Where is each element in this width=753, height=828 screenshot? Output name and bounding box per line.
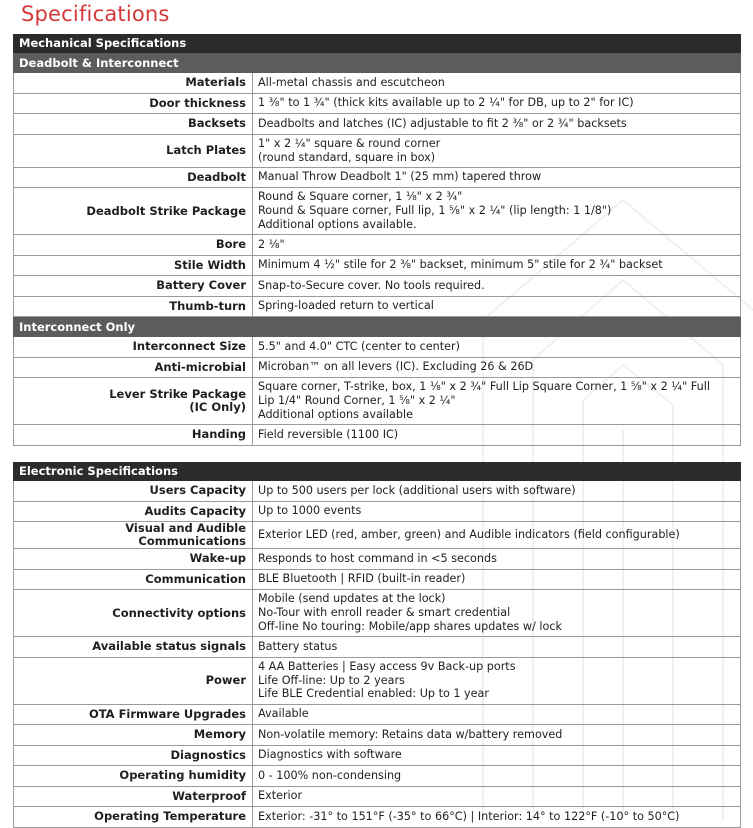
spec-value (253, 73, 740, 93)
spec-label (14, 168, 253, 188)
spec-value-line: Deadbolts and latches (IC) adjustable to fit 2 ⅜" or 2 ¾" backsets (258, 116, 627, 130)
spec-row (13, 502, 741, 523)
spec-value-line: Off-line No touring: Mobile/app shares updates w/ lock (258, 619, 562, 633)
spec-value-line: Round & Square corner, Full lip, 1 ⅝" x 2 ¼" (lip length: 1 1/8") (258, 204, 612, 218)
spec-label (14, 658, 253, 704)
spec-row (13, 725, 741, 746)
spec-row (13, 135, 741, 168)
spec-value-line: (round standard, square in box) (258, 150, 436, 164)
spec-label (14, 481, 253, 501)
spec-label-line: Diagnostics (170, 747, 246, 762)
spec-value (253, 637, 740, 657)
spec-row (13, 235, 741, 256)
spec-value (253, 378, 740, 424)
spec-value-line: Microban™ on all levers (IC). Excluding 26 & 26D (258, 360, 534, 374)
spec-label (14, 425, 253, 445)
spec-value-line: Square corner, T-strike, box, 1 ⅛" x 2 ¾" Full Lip Square Corner, 1 ⅝" x 2 ¼" Full (258, 380, 710, 394)
spec-label-line: Audits Capacity (144, 503, 246, 518)
spec-label-line: Deadbolt Strike Package (86, 203, 246, 218)
spec-label (14, 549, 253, 569)
spec-label (14, 135, 253, 167)
spec-label-line: Visual and Audible Communications (125, 521, 246, 548)
spec-value (253, 549, 740, 569)
spec-label-line: Wake-up (189, 551, 246, 566)
spec-row (13, 114, 741, 135)
spec-value (253, 425, 740, 445)
spec-value (253, 746, 740, 766)
spec-value-line: Exterior LED (red, amber, green) and Audible indicators (field configurable) (258, 528, 680, 542)
spec-value-line: Life Off-line: Up to 2 years (258, 673, 405, 687)
spec-row (13, 425, 741, 446)
spec-label (14, 746, 253, 766)
spec-row (13, 590, 741, 637)
spec-label-line: Anti-microbial (154, 359, 246, 374)
spec-label (14, 256, 253, 276)
spec-value (253, 276, 740, 296)
spec-label-line: Operating Temperature (94, 809, 246, 824)
spec-value (253, 114, 740, 134)
spec-value-line: Exterior (258, 789, 303, 803)
spec-row (13, 358, 741, 379)
spec-value-line: Manual Throw Deadbolt 1" (25 mm) tapered throw (258, 170, 542, 184)
spec-label-line: Battery Cover (156, 278, 246, 293)
spec-label-line: Stile Width (173, 257, 246, 272)
spec-value (253, 590, 740, 636)
spec-label (14, 188, 253, 234)
spec-value (253, 94, 740, 114)
spec-value-line: Diagnostics with software (258, 748, 402, 762)
spec-label-line: Door thickness (149, 95, 246, 110)
spec-value-line: Up to 500 users per lock (additional users with software) (258, 483, 576, 497)
spec-value-line: All-metal chassis and escutcheon (258, 75, 445, 89)
spec-label-line: Memory (193, 727, 246, 742)
spec-label-line: Available status signals (92, 639, 246, 654)
spec-label (14, 570, 253, 590)
spec-value-line: 2 ⅛" (258, 237, 285, 251)
spec-value (253, 337, 740, 357)
spec-label (14, 358, 253, 378)
spec-label (14, 705, 253, 725)
spec-row (13, 481, 741, 502)
spec-value-line: Available (258, 707, 309, 721)
spec-row (13, 746, 741, 767)
spec-label-line: Connectivity options (112, 605, 246, 620)
spec-label (14, 94, 253, 114)
spec-value (253, 168, 740, 188)
spec-label-line: Deadbolt (187, 169, 246, 184)
spec-value-line: 1 ⅜" to 1 ¾" (thick kits available up to 2 ¼" for DB, up to 2" for IC) (258, 96, 634, 110)
spec-label (14, 73, 253, 93)
spec-value (253, 705, 740, 725)
spec-value-line: Snap-to-Secure cover. No tools required. (258, 278, 485, 292)
spec-value-line: Responds to host command in <5 seconds (258, 551, 497, 565)
spec-value-line: Spring-loaded return to vertical (258, 299, 434, 313)
spec-value-line: Lip 1/4" Round Corner, 1 ⅝" x 2 ¼" (258, 394, 456, 408)
spec-row (13, 256, 741, 277)
electronic-specifications-header: Electronic Specifications (13, 462, 741, 481)
spec-label (14, 337, 253, 357)
spec-value-line: Round & Square corner, 1 ⅛" x 2 ¾" (258, 190, 463, 204)
spec-value (253, 522, 740, 548)
spec-label-line: Power (205, 673, 246, 687)
spec-value-line: Additional options available. (258, 217, 417, 231)
spec-label (14, 235, 253, 255)
page-title: Specifications (21, 2, 170, 26)
spec-value-line: Life BLE Credential enabled: Up to 1 year (258, 687, 490, 701)
spec-value (253, 358, 740, 378)
spec-label-line: (IC Only) (189, 400, 246, 414)
spec-label (14, 590, 253, 636)
mechanical-specifications-header: Mechanical Specifications (13, 34, 741, 53)
spec-label (14, 522, 253, 548)
spec-row (13, 570, 741, 591)
spec-value-line: Additional options available (258, 407, 413, 421)
spec-value (253, 235, 740, 255)
spec-label (14, 276, 253, 296)
spec-value-line: 0 - 100% non-condensing (258, 768, 402, 782)
spec-value-line: Field reversible (1100 IC) (258, 427, 399, 441)
spec-row (13, 522, 741, 549)
spec-value-line: 4 AA Batteries | Easy access 9v Back-up ports (258, 659, 516, 673)
spec-row (13, 297, 741, 318)
spec-row (13, 73, 741, 94)
spec-value-line: Battery status (258, 639, 338, 653)
spec-value-line: Up to 1000 events (258, 504, 362, 518)
section-header: Interconnect Only (13, 317, 741, 337)
spec-label (14, 637, 253, 657)
spec-label-line: Bore (215, 237, 246, 252)
spec-value-line: Mobile (send updates at the lock) (258, 592, 446, 606)
spec-value (253, 502, 740, 522)
spec-label-line: Waterproof (172, 788, 246, 803)
spec-label-line: OTA Firmware Upgrades (88, 706, 246, 721)
spec-value (253, 256, 740, 276)
spec-label (14, 378, 253, 424)
spec-row (13, 378, 741, 425)
spec-row (13, 94, 741, 115)
spec-value-line: No-Tour with enroll reader & smart credential (258, 606, 511, 620)
spec-label-line: Communication (145, 571, 246, 586)
spec-label-line: Operating humidity (119, 768, 246, 783)
spec-label-line: Handing (191, 427, 246, 442)
spec-value-line: BLE Bluetooth | RFID (built-in reader) (258, 572, 466, 586)
spec-row (13, 705, 741, 726)
spec-value (253, 297, 740, 317)
spec-value (253, 725, 740, 745)
spec-value-line: Exterior: -31° to 151°F (-35° to 66°C) | Interior: 14° to 122°F (-10° to 50°C) (258, 809, 680, 823)
spec-row (13, 549, 741, 570)
spec-value (253, 766, 740, 786)
spec-label-line: Lever Strike Package (109, 387, 246, 401)
spec-value (253, 135, 740, 167)
spec-row (13, 766, 741, 787)
spec-row (13, 658, 741, 705)
spec-label-line: Interconnect Size (132, 339, 246, 354)
spec-row (13, 807, 741, 828)
spec-label-line: Users Capacity (149, 483, 246, 498)
spec-row (13, 637, 741, 658)
section-header: Deadbolt & Interconnect (13, 53, 741, 73)
spec-label-line: Backsets (188, 116, 246, 131)
spec-row (13, 337, 741, 358)
spec-label (14, 766, 253, 786)
mechanical-specifications-table (13, 34, 741, 446)
spec-value (253, 188, 740, 234)
spec-value (253, 481, 740, 501)
spec-label (14, 787, 253, 807)
spec-label-line: Thumb-turn (169, 298, 246, 313)
spec-row (13, 188, 741, 235)
spec-value (253, 787, 740, 807)
spec-value-line: Non-volatile memory: Retains data w/battery removed (258, 727, 563, 741)
spec-row (13, 276, 741, 297)
spec-label (14, 297, 253, 317)
spec-value-line: Minimum 4 ½" stile for 2 ⅜" backset, minimum 5" stile for 2 ¾" backset (258, 258, 663, 272)
spec-label (14, 114, 253, 134)
spec-label-line: Latch Plates (166, 143, 246, 157)
spec-value (253, 658, 740, 704)
spec-row (13, 787, 741, 808)
spec-label (14, 502, 253, 522)
electronic-specifications-table (13, 462, 741, 828)
spec-value (253, 570, 740, 590)
spec-label-line: Materials (185, 75, 246, 90)
spec-value-line: 1" x 2 ¼" square & round corner (258, 136, 441, 150)
spec-row (13, 168, 741, 189)
spec-label (14, 725, 253, 745)
spec-value-line: 5.5" and 4.0" CTC (center to center) (258, 339, 461, 353)
